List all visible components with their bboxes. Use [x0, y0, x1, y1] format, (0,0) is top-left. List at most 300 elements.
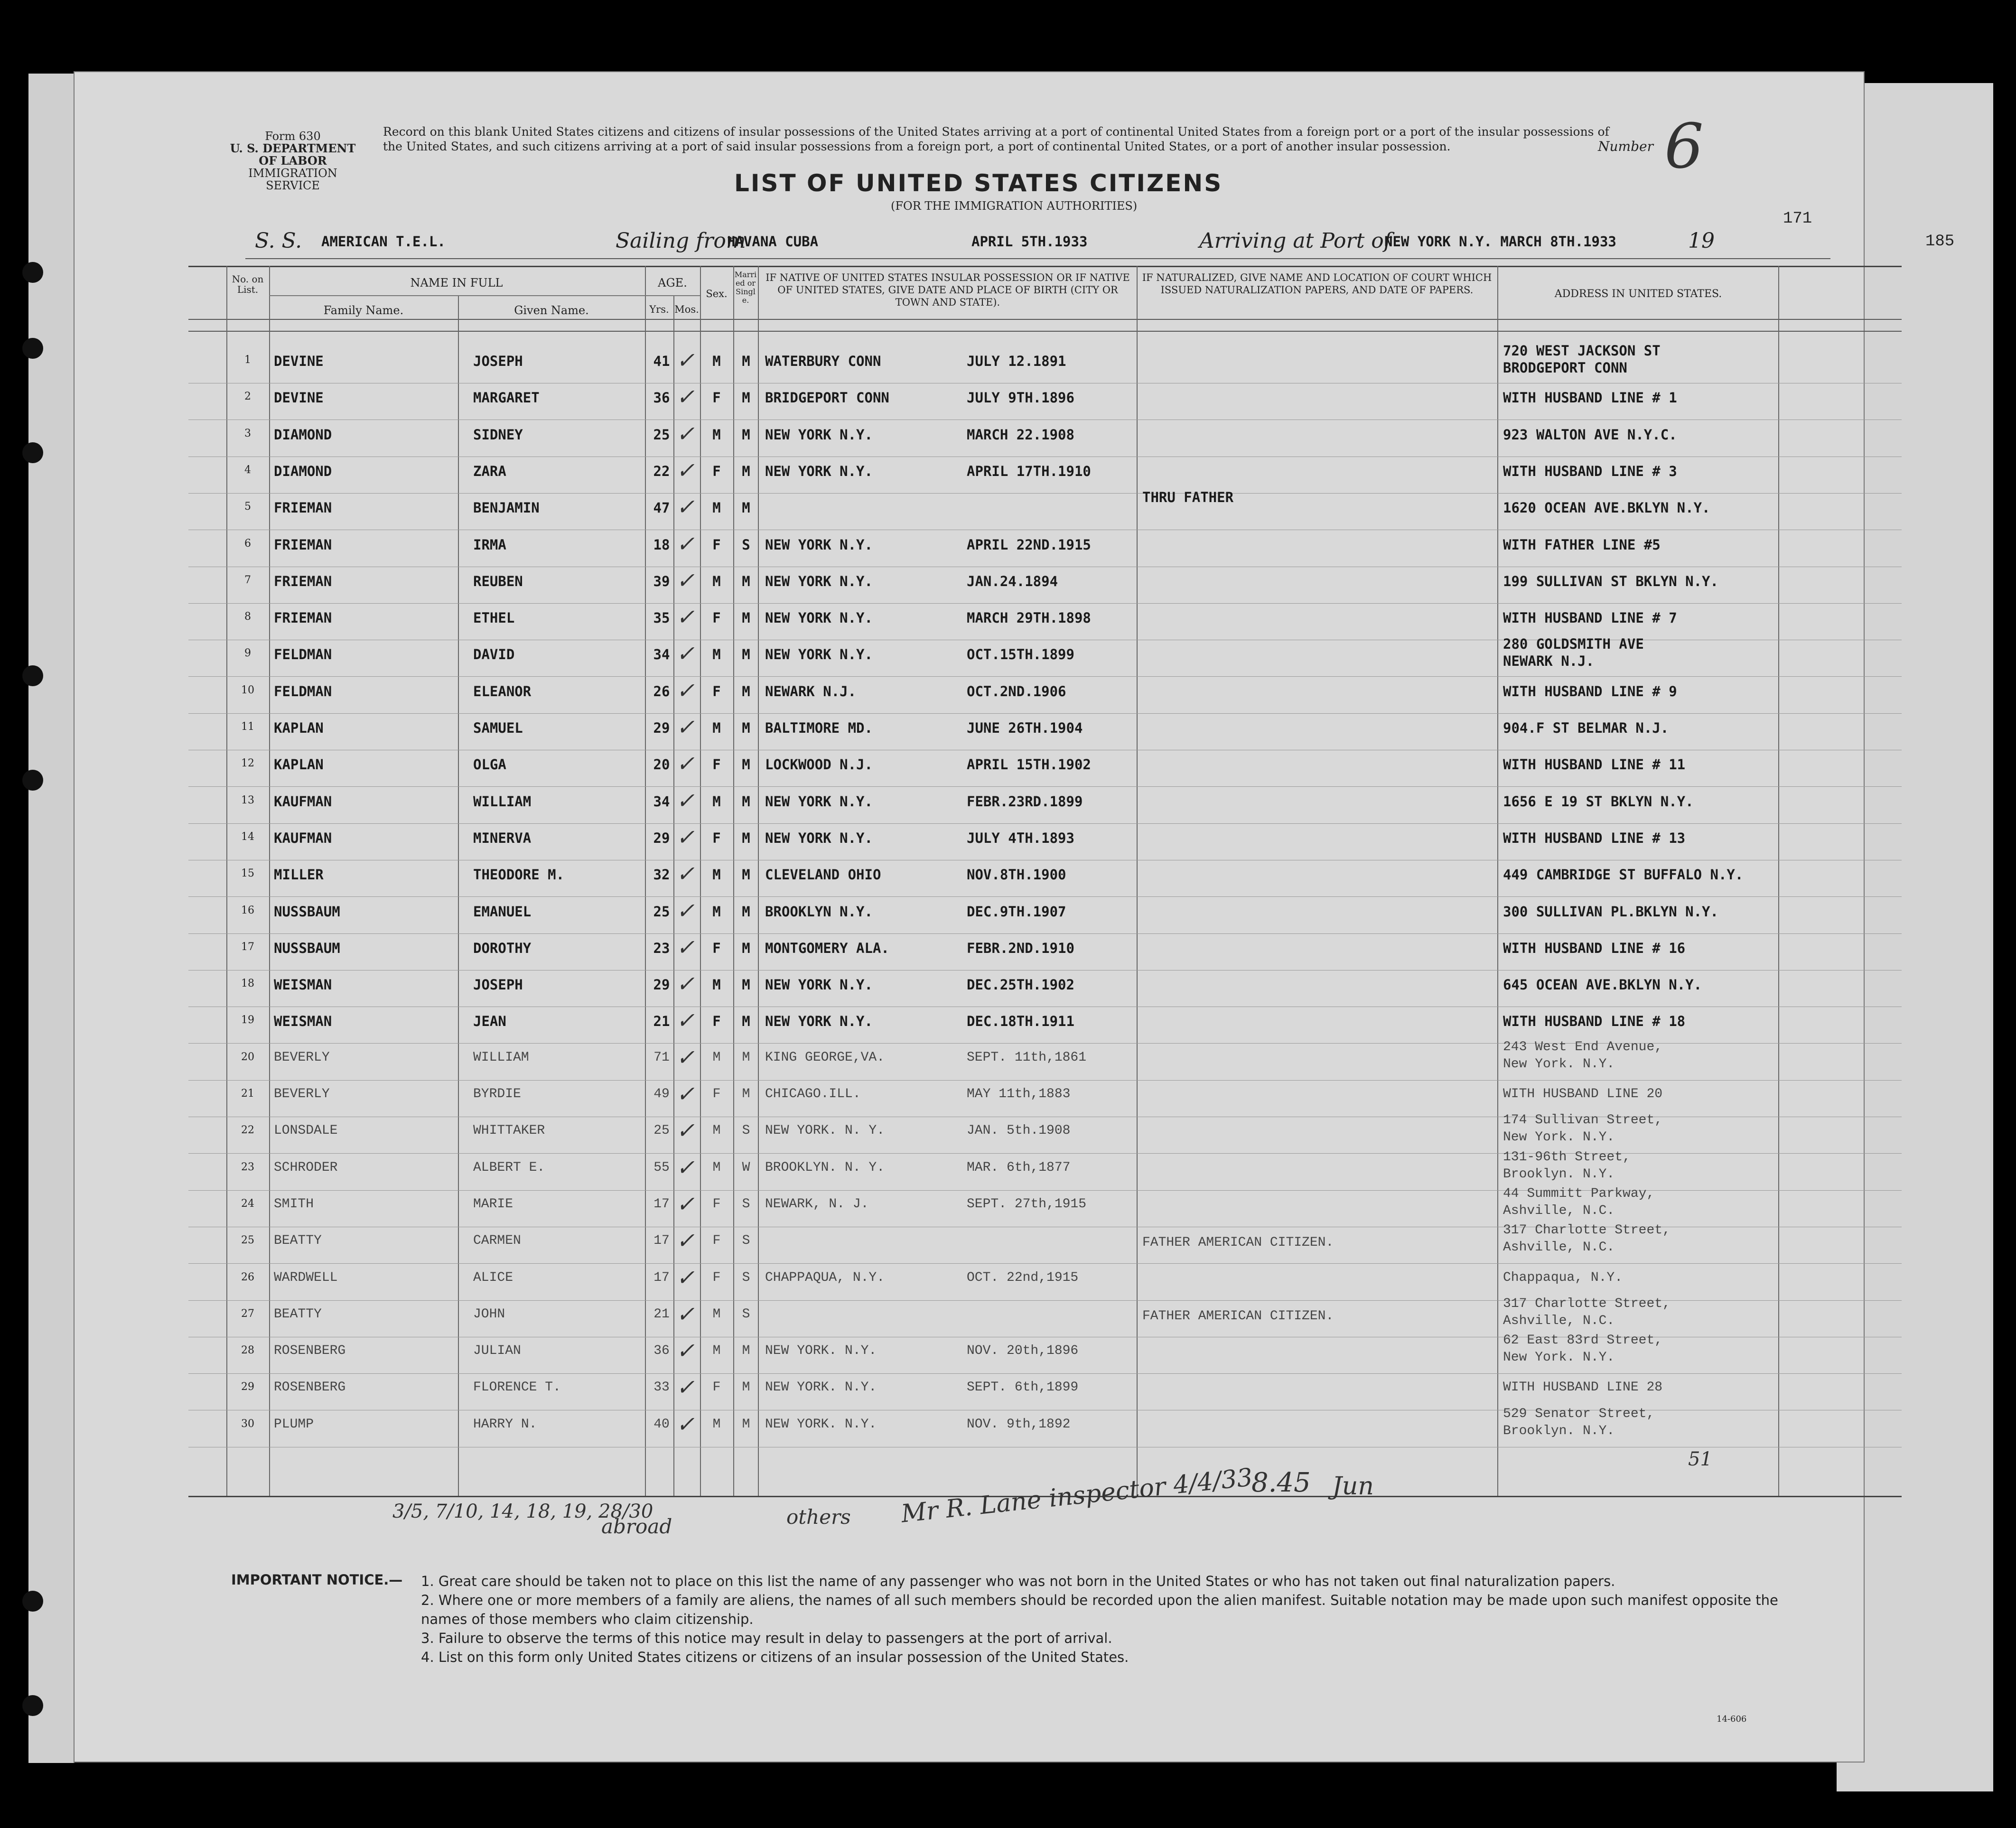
notice-item-2: 2. Where one or more members of a family are aliens, the names of all such members should be recorded upon the alien manifest. Suitable notation may be made upon such manifest opposite the names of those members who claim citizenship.: [421, 1592, 1778, 1627]
given-name: WILLIAM: [473, 1050, 529, 1065]
row-number: 25: [241, 1234, 254, 1246]
age-years: 25: [653, 1123, 670, 1138]
check-mark-icon: ✓: [676, 347, 695, 373]
row-number: 12: [241, 757, 254, 769]
col-divider: [458, 295, 459, 1496]
given-name: THEODORE M.: [473, 867, 565, 883]
birth-date: MARCH 29TH.1898: [967, 610, 1091, 626]
check-mark-icon: ✓: [676, 421, 695, 447]
family-name: BEATTY: [274, 1307, 322, 1322]
address-line-1: 280 GOLDSMITH AVE: [1503, 636, 1644, 652]
family-name: KAPLAN: [274, 720, 324, 736]
row-rule: [188, 786, 1902, 787]
marital-status: M: [742, 610, 750, 626]
birth-place: NEW YORK N.Y.: [765, 977, 873, 993]
address-line-2: Ashville, N.C.: [1503, 1314, 1615, 1328]
col-header-address: ADDRESS IN UNITED STATES.: [1554, 288, 1722, 300]
binder-hole: [22, 442, 43, 463]
row-number: 19: [241, 1014, 254, 1026]
col-header-naturalized: IF NATURALIZED, GIVE NAME AND LOCATION OF COURT WHICH ISSUED NATURALIZATION PAPERS, AND DATE OF PAPERS.: [1142, 272, 1492, 296]
given-name: WILLIAM: [473, 793, 532, 810]
address-line-1: 62 East 83rd Street,: [1503, 1333, 1663, 1348]
col-header-family: Family Name.: [323, 304, 404, 317]
manifest-page: [74, 71, 1955, 1763]
birth-place: CLEVELAND OHIO: [765, 867, 881, 883]
row-number: 24: [241, 1198, 254, 1210]
handwritten-inspector: Mr R. Lane inspector 4/4/33: [899, 1463, 1254, 1529]
sex: F: [712, 537, 721, 553]
birth-place: NEW YORK. N.Y.: [765, 1380, 877, 1395]
arriving-port: NEW YORK N.Y. MARCH 8TH.1933: [1384, 233, 1616, 250]
birth-date: SEPT. 27th,1915: [967, 1197, 1087, 1212]
address-line-1: 174 Sullivan Street,: [1503, 1113, 1663, 1128]
notice-item-3: 3. Failure to observe the terms of this notice may result in delay to passengers at the port of arrival.: [421, 1630, 1112, 1646]
given-name: IRMA: [473, 537, 506, 553]
address-line-2: Brooklyn. N.Y.: [1503, 1167, 1615, 1182]
age-years: 29: [653, 720, 670, 736]
given-name: JOSEPH: [473, 977, 523, 993]
handwritten-initials: Jun: [1332, 1472, 1374, 1501]
row-rule: [188, 676, 1902, 677]
check-mark-icon: ✓: [676, 1265, 695, 1290]
list-number: 6: [1664, 110, 1704, 182]
sex: M: [712, 1417, 721, 1432]
family-name: KAUFMAN: [274, 793, 332, 810]
sex: M: [712, 977, 721, 993]
family-name: KAUFMAN: [274, 830, 332, 846]
check-mark-icon: ✓: [676, 531, 695, 557]
name-age-subrule: [269, 295, 700, 296]
birth-date: NOV. 9th,1892: [967, 1417, 1071, 1432]
check-mark-icon: ✓: [676, 568, 695, 593]
service: IMMIGRATION SERVICE: [248, 167, 337, 192]
row-number: 23: [241, 1161, 254, 1173]
age-years: 21: [653, 1013, 670, 1029]
sex: F: [712, 1380, 721, 1395]
handwritten-others: others: [786, 1505, 851, 1529]
sex: F: [712, 610, 721, 626]
row-number: 15: [241, 867, 254, 879]
family-name: ROSENBERG: [274, 1380, 346, 1395]
birth-date: DEC.9TH.1907: [967, 904, 1066, 920]
row-number: 2: [244, 391, 251, 402]
birth-place: NEW YORK. N.Y.: [765, 1417, 877, 1432]
row-number: 9: [244, 647, 251, 659]
check-mark-icon: ✓: [676, 1081, 695, 1107]
given-name: DOROTHY: [473, 940, 532, 956]
check-mark-icon: ✓: [676, 1338, 695, 1363]
age-years: 26: [653, 683, 670, 699]
marital-status: M: [742, 1013, 750, 1029]
col-header-married: Married or Single.: [734, 270, 757, 305]
address-line-1: 923 WALTON AVE N.Y.C.: [1503, 427, 1677, 443]
col-header-age: AGE.: [658, 276, 687, 289]
sex: F: [712, 390, 721, 406]
age-years: 41: [653, 353, 670, 369]
sex: M: [712, 867, 721, 883]
given-name: FLORENCE T.: [473, 1380, 561, 1395]
row-rule: [188, 896, 1902, 897]
birth-date: SEPT. 6th,1899: [967, 1380, 1079, 1395]
row-rule: [188, 1263, 1902, 1264]
row-number: 1: [244, 354, 251, 366]
form-subtitle: (FOR THE IMMIGRATION AUTHORITIES): [891, 199, 1138, 213]
address-line-1: WITH HUSBAND LINE 28: [1503, 1380, 1663, 1395]
address-line-1: 243 West End Avenue,: [1503, 1040, 1663, 1054]
notice-items: [421, 1572, 1821, 1667]
age-years: 40: [653, 1417, 670, 1432]
binder-hole: [22, 665, 43, 686]
family-name: DIAMOND: [274, 427, 332, 443]
sex: M: [712, 1123, 721, 1138]
age-years: 20: [653, 756, 670, 773]
address-line-2: BRODGEPORT CONN: [1503, 360, 1627, 376]
birth-place: NEW YORK N.Y.: [765, 537, 873, 553]
age-years: 25: [653, 904, 670, 920]
form-intro: Record on this blank United States citizens and citizens of insular possessions of the United States arriving at a port of continental United States from a foreign port or a port of the insular possessions of the United States, and such citizens arriving at a port of said insular possessions from a foreign port, a port of continental United States, or a port of another insular possession.: [383, 125, 1609, 153]
birth-date: JULY 9TH.1896: [967, 390, 1074, 406]
age-years: 33: [653, 1380, 670, 1395]
row-number: 28: [241, 1344, 254, 1356]
address-line-1: WITH FATHER LINE #5: [1503, 537, 1661, 553]
family-name: DEVINE: [274, 390, 324, 406]
given-name: SAMUEL: [473, 720, 523, 736]
row-number: 10: [241, 684, 254, 696]
binder-hole: [22, 1695, 43, 1716]
marital-status: M: [742, 1343, 750, 1358]
given-name: MARIE: [473, 1197, 513, 1212]
birth-place: LOCKWOOD N.J.: [765, 756, 873, 773]
check-mark-icon: ✓: [676, 641, 695, 666]
marital-status: M: [742, 683, 750, 699]
form-number: Form 630: [265, 130, 321, 143]
family-name: WARDWELL: [274, 1270, 338, 1285]
age-years: 47: [653, 500, 670, 516]
family-name: FRIEMAN: [274, 610, 332, 626]
given-name: JOHN: [473, 1307, 505, 1322]
header-rule: [188, 319, 1902, 320]
birth-date: MAY 11th,1883: [967, 1087, 1071, 1101]
address-line-1: 904.F ST BELMAR N.J.: [1503, 720, 1669, 736]
age-years: 55: [653, 1160, 670, 1175]
sex: F: [712, 1013, 721, 1029]
sex: F: [712, 940, 721, 956]
address-line-2: Brooklyn. N.Y.: [1503, 1424, 1615, 1438]
family-name: WEISMAN: [274, 977, 332, 993]
row-rule: [188, 603, 1902, 604]
birth-place: NEW YORK N.Y.: [765, 573, 873, 589]
marital-status: M: [742, 463, 750, 479]
birth-place: KING GEORGE,VA.: [765, 1050, 885, 1065]
sex: M: [712, 1307, 721, 1322]
sex: M: [712, 646, 721, 662]
binder-hole: [22, 770, 43, 791]
arriving-label: Arriving at Port of: [1199, 229, 1392, 253]
age-years: 36: [653, 390, 670, 406]
age-years: 22: [653, 463, 670, 479]
birth-date: NOV.8TH.1900: [967, 867, 1066, 883]
birth-place: CHICAGO.ILL.: [765, 1087, 861, 1101]
check-mark-icon: ✓: [676, 1411, 695, 1437]
age-years: 71: [653, 1050, 670, 1065]
given-name: EMANUEL: [473, 904, 532, 920]
page-number-stamp: 185: [1925, 233, 1955, 251]
col-header-yrs: Yrs.: [649, 304, 669, 315]
given-name: HARRY N.: [473, 1417, 537, 1432]
birth-place: NEW YORK N.Y.: [765, 793, 873, 810]
check-mark-icon: ✓: [676, 824, 695, 850]
sex: M: [712, 1160, 721, 1175]
col-divider: [758, 266, 759, 1496]
sex: M: [712, 427, 721, 443]
naturalization: THRU FATHER: [1142, 489, 1234, 505]
footer-code: 14-606: [1717, 1714, 1747, 1724]
col-header-name: NAME IN FULL: [410, 276, 503, 289]
form-id-block: [229, 130, 357, 192]
row-number: 4: [244, 464, 251, 476]
handwritten-time: 8.45: [1251, 1467, 1311, 1498]
sex: F: [712, 830, 721, 846]
address-line-1: 199 SULLIVAN ST BKLYN N.Y.: [1503, 573, 1718, 589]
handwritten-lines-note: 3/5, 7/10, 14, 18, 19, 28/30: [392, 1501, 653, 1522]
check-mark-icon: ✓: [676, 751, 695, 776]
family-name: PLUMP: [274, 1417, 314, 1432]
family-name: BEATTY: [274, 1233, 322, 1248]
birth-place: NEW YORK N.Y.: [765, 830, 873, 846]
check-mark-icon: ✓: [676, 898, 695, 923]
age-years: 36: [653, 1343, 670, 1358]
address-line-1: WITH HUSBAND LINE # 3: [1503, 463, 1677, 479]
row-rule: [188, 493, 1902, 494]
row-number: 6: [244, 538, 251, 550]
marital-status: M: [742, 830, 750, 846]
marital-status: S: [742, 1233, 750, 1248]
address-line-1: WITH HUSBAND LINE # 1: [1503, 390, 1677, 406]
given-name: SIDNEY: [473, 427, 523, 443]
ship-name: AMERICAN T.E.L.: [321, 233, 446, 250]
marital-status: M: [742, 1087, 750, 1101]
sex: F: [712, 1270, 721, 1285]
family-name: FELDMAN: [274, 683, 332, 699]
birth-date: DEC.25TH.1902: [967, 977, 1074, 993]
row-number: 8: [244, 611, 251, 623]
birth-place: WATERBURY CONN: [765, 353, 881, 369]
sex: F: [712, 756, 721, 773]
given-name: REUBEN: [473, 573, 523, 589]
address-line-1: WITH HUSBAND LINE # 9: [1503, 683, 1677, 699]
col-divider: [673, 295, 674, 1496]
sex: F: [712, 463, 721, 479]
family-name: NUSSBAUM: [274, 904, 340, 920]
given-name: BENJAMIN: [473, 500, 540, 516]
col-header-no: No. on List.: [232, 273, 264, 295]
birth-date: JAN.24.1894: [967, 573, 1058, 589]
col-divider: [1137, 266, 1138, 1496]
family-name: LONSDALE: [274, 1123, 338, 1138]
check-mark-icon: ✓: [676, 1228, 695, 1253]
binder-hole: [22, 262, 43, 283]
form-title: LIST OF UNITED STATES CITIZENS: [734, 169, 1223, 197]
check-mark-icon: ✓: [676, 1045, 695, 1070]
sex: M: [712, 793, 721, 810]
family-name: DEVINE: [274, 353, 324, 369]
age-years: 35: [653, 610, 670, 626]
given-name: ZARA: [473, 463, 506, 479]
marital-status: M: [742, 500, 750, 516]
given-name: JULIAN: [473, 1343, 521, 1358]
given-name: ALBERT E.: [473, 1160, 545, 1175]
address-line-1: 131-96th Street,: [1503, 1150, 1631, 1165]
birth-date: FEBR.23RD.1899: [967, 793, 1083, 810]
col-divider: [269, 266, 270, 1496]
notice-label: IMPORTANT NOTICE.—: [231, 1572, 403, 1588]
sex: F: [712, 1233, 721, 1248]
check-mark-icon: ✓: [676, 971, 695, 997]
family-name: KAPLAN: [274, 756, 324, 773]
birth-date: MAR. 6th,1877: [967, 1160, 1071, 1175]
family-name: WEISMAN: [274, 1013, 332, 1029]
family-name: BEVERLY: [274, 1087, 330, 1101]
row-number: 20: [241, 1051, 254, 1063]
given-name: MARGARET: [473, 390, 540, 406]
family-name: BEVERLY: [274, 1050, 330, 1065]
row-number: 3: [244, 428, 251, 439]
family-name: ROSENBERG: [274, 1343, 346, 1358]
marital-status: M: [742, 390, 750, 406]
row-rule: [188, 1373, 1902, 1374]
sailing-date: APRIL 5TH.1933: [971, 233, 1088, 250]
birth-place: BROOKLYN N.Y.: [765, 904, 873, 920]
address-line-1: WITH HUSBAND LINE # 16: [1503, 940, 1686, 956]
birth-date: APRIL 15TH.1902: [967, 756, 1091, 773]
row-number: 22: [241, 1124, 254, 1136]
row-number: 11: [241, 721, 254, 733]
birth-date: JUNE 26TH.1904: [967, 720, 1083, 736]
birth-place: NEW YORK N.Y.: [765, 463, 873, 479]
naturalization: FATHER AMERICAN CITIZEN.: [1142, 1309, 1334, 1324]
age-years: 21: [653, 1307, 670, 1322]
birth-place: NEWARK, N. J.: [765, 1197, 869, 1212]
check-mark-icon: ✓: [676, 457, 695, 483]
sailing-from: HAVANA CUBA: [727, 233, 819, 250]
age-years: 17: [653, 1270, 670, 1285]
sex: M: [712, 1050, 721, 1065]
given-name: JEAN: [473, 1013, 506, 1029]
family-name: SMITH: [274, 1197, 314, 1212]
address-line-1: WITH HUSBAND LINE # 11: [1503, 756, 1686, 773]
sex: M: [712, 904, 721, 920]
row-number: 30: [241, 1418, 254, 1430]
birth-place: MONTGOMERY ALA.: [765, 940, 889, 956]
marital-status: S: [742, 537, 750, 553]
address-line-1: 645 OCEAN AVE.BKLYN N.Y.: [1503, 977, 1702, 993]
binder-hole: [22, 338, 43, 359]
row-rule: [188, 1080, 1902, 1081]
birth-date: DEC.18TH.1911: [967, 1013, 1074, 1029]
col-header-given: Given Name.: [514, 304, 589, 317]
birth-date: OCT. 22nd,1915: [967, 1270, 1079, 1285]
birth-date: JULY 4TH.1893: [967, 830, 1074, 846]
given-name: WHITTAKER: [473, 1123, 545, 1138]
age-years: 49: [653, 1087, 670, 1101]
family-name: SCHRODER: [274, 1160, 338, 1175]
family-name: NUSSBAUM: [274, 940, 340, 956]
check-mark-icon: ✓: [676, 1155, 695, 1180]
address-line-2: Ashville, N.C.: [1503, 1203, 1615, 1218]
handwritten-count: 51: [1688, 1448, 1712, 1470]
age-years: 17: [653, 1197, 670, 1212]
given-name: ALICE: [473, 1270, 513, 1285]
marital-status: M: [742, 1050, 750, 1065]
age-years: 34: [653, 793, 670, 810]
marital-status: M: [742, 793, 750, 810]
check-mark-icon: ✓: [676, 604, 695, 630]
marital-status: M: [742, 427, 750, 443]
sex: F: [712, 1197, 721, 1212]
birth-place: NEW YORK N.Y.: [765, 610, 873, 626]
number-label: Number: [1598, 139, 1653, 154]
family-name: FRIEMAN: [274, 573, 332, 589]
check-mark-icon: ✓: [676, 1007, 695, 1033]
col-header-sex: Sex.: [706, 288, 728, 299]
row-rule: [188, 713, 1902, 714]
family-name: DIAMOND: [274, 463, 332, 479]
age-years: 32: [653, 867, 670, 883]
row-number: 5: [244, 501, 251, 513]
birth-place: CHAPPAQUA, N.Y.: [765, 1270, 885, 1285]
marital-status: M: [742, 353, 750, 369]
birth-date: JULY 12.1891: [967, 353, 1066, 369]
birth-place: NEW YORK N.Y.: [765, 646, 873, 662]
notice-item-4: 4. List on this form only United States citizens or citizens of an insular possession of the United States.: [421, 1649, 1129, 1665]
birth-date: APRIL 17TH.1910: [967, 463, 1091, 479]
marital-status: M: [742, 904, 750, 920]
birth-date: APRIL 22ND.1915: [967, 537, 1091, 553]
age-years: 29: [653, 830, 670, 846]
address-line-2: Ashville, N.C.: [1503, 1240, 1615, 1255]
check-mark-icon: ✓: [676, 384, 695, 410]
sex: M: [712, 500, 721, 516]
marital-status: S: [742, 1123, 750, 1138]
marital-status: S: [742, 1307, 750, 1322]
address-line-1: 720 WEST JACKSON ST: [1503, 343, 1661, 359]
check-mark-icon: ✓: [676, 1191, 695, 1217]
age-years: 25: [653, 427, 670, 443]
address-line-2: New York. N.Y.: [1503, 1130, 1615, 1145]
given-name: BYRDIE: [473, 1087, 521, 1101]
address-line-1: 529 Senator Street,: [1503, 1407, 1655, 1421]
check-mark-icon: ✓: [676, 1301, 695, 1327]
age-years: 29: [653, 977, 670, 993]
marital-status: M: [742, 756, 750, 773]
naturalization: FATHER AMERICAN CITIZEN.: [1142, 1235, 1334, 1250]
birth-date: OCT.15TH.1899: [967, 646, 1074, 662]
birth-date: NOV. 20th,1896: [967, 1343, 1079, 1358]
birth-place: BALTIMORE MD.: [765, 720, 873, 736]
birth-date: FEBR.2ND.1910: [967, 940, 1074, 956]
marital-status: M: [742, 977, 750, 993]
check-mark-icon: ✓: [676, 788, 695, 813]
birth-date: SEPT. 11th,1861: [967, 1050, 1087, 1065]
row-number: 14: [241, 831, 254, 843]
row-number: 21: [241, 1088, 254, 1100]
page-number: 171: [1783, 210, 1812, 228]
voyage-underline: [245, 258, 1830, 259]
header-rule-2: [188, 331, 1902, 332]
age-years: 23: [653, 940, 670, 956]
given-name: DAVID: [473, 646, 515, 662]
sex: M: [712, 720, 721, 736]
